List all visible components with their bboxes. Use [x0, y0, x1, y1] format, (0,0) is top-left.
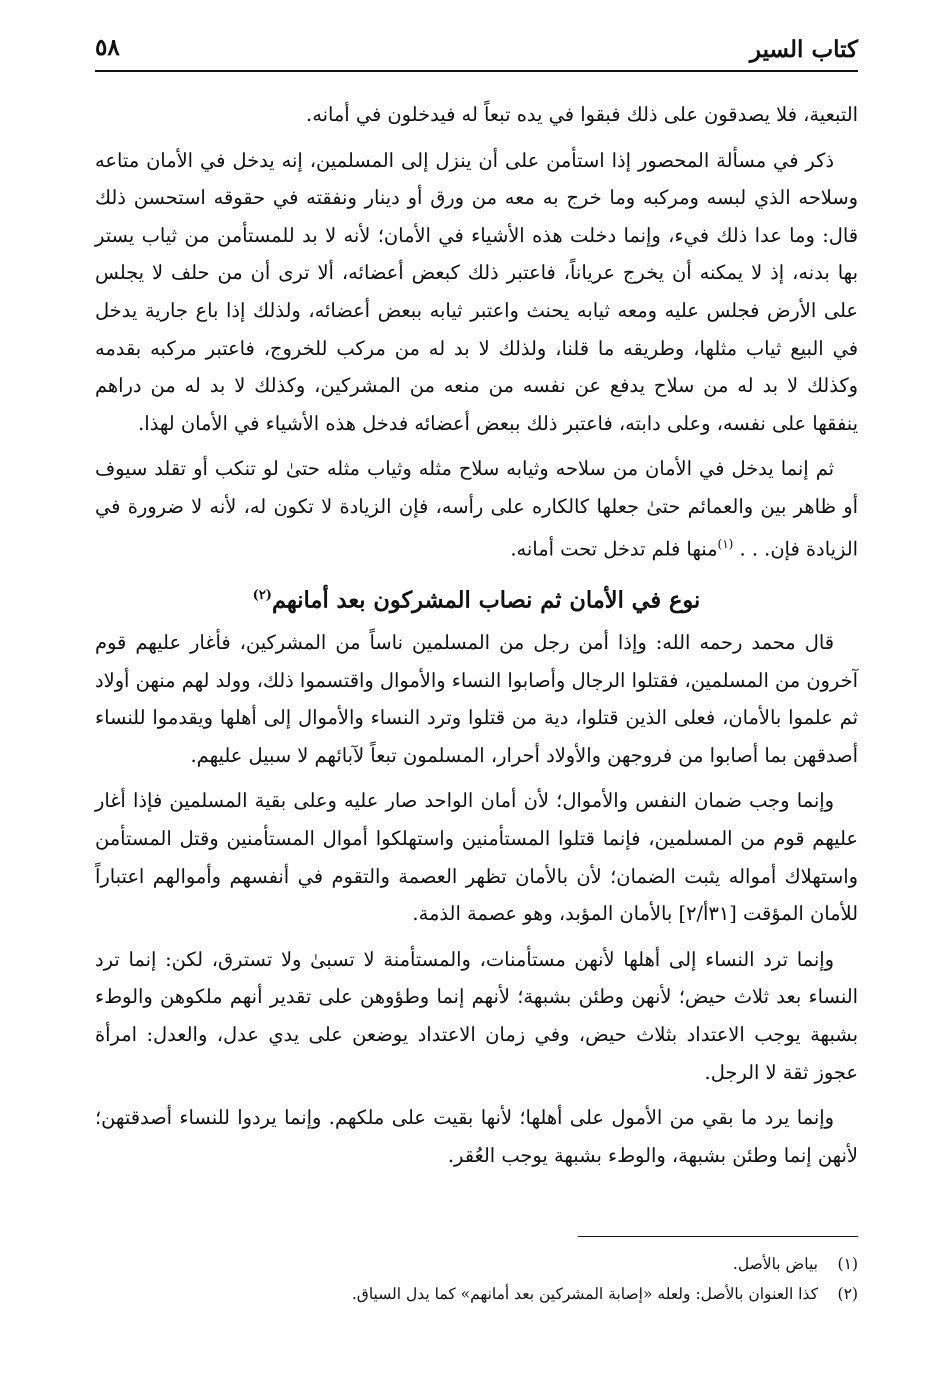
footnote-1: [95, 1249, 858, 1279]
paragraph-3-tail: منها فلم تدخل تحت أمانه.: [510, 537, 718, 560]
paragraph-1: التبعية، فلا يصدقون على ذلك فبقوا في يده تبعاً له فيدخلون في أمانه.: [306, 103, 858, 126]
page-body: [95, 96, 858, 1182]
page-number: ٥٨: [95, 34, 120, 61]
section-paragraph-1: قال محمد رحمه الله: وإذا أمن رجل من المسلمين ناساً من المشركين، فأغار عليهم قوم آخرون من المسلمين، فقتلوا الرجال وأصابوا النساء والأموال واقتسموا ذلك، وولد لهم منهن أولاد ثم علموا بالأمان، فعلى الذين قتلوا، دية من قتلوا وترد النساء والأموال إلى أهلها ويقدموا للنساء أصدقهن بما أصابوا من فروجهن والأولاد أحرار، المسلمون تبعاً لآبائهم لا سبيل عليهم.: [95, 631, 858, 767]
running-header: [95, 30, 858, 72]
section-paragraph-3: وإنما ترد النساء إلى أهلها لأنهن مستأمنات، والمستأمنة لا تسبىٰ ولا تسترق، لكن: إنما ترد النساء بعد ثلاث حيض؛ لأنهن وطئن بشبهة؛ لأنهم إنما وطؤوهن على تقدير أنهم ملكوهن والوطء بشبهة يوجب الاعتداد بثلاث حيض، وفي زمان الاعتداد يوضعن على يدي عدل، والعدل: امرأة عجوز ثقة لا الرجل.: [95, 947, 858, 1084]
footnote-2: [95, 1279, 858, 1309]
footnote-marker-1[interactable]: (١): [717, 536, 734, 551]
book-title: كتاب السير: [749, 36, 858, 63]
footnote-marker-2[interactable]: (٢): [252, 587, 272, 603]
section-paragraph-4: وإنما يرد ما بقي من الأمول على أهلها؛ لأنها بقيت على ملكهم. وإنما يردوا للنساء أصدقتهن؛ لأنهن إنما وطئن بشبهة، والوطء بشبهة يوجب العُقر.: [95, 1106, 858, 1167]
section-paragraph-2: وإنما وجب ضمان النفس والأموال؛ لأن أمان الواحد صار عليه وعلى بقية المسلمين فإذا أغار عليهم قوم من المسلمين، فإنما قتلوا المستأمنين واستهلكوا أموال المستأمنين وقتل المستأمن واستهلاك أمواله يثبت الضمان؛ لأن بالأمان تظهر العصمة والتقوم في أنفسهم وأموالهم اعتباراً للأمان المؤقت [٣١أ/٢] بالأمان المؤبد، وهو عصمة الذمة.: [95, 789, 858, 926]
paragraph-2: ذكر في مسألة المحصور إذا استأمن على أن ينزل إلى المسلمين، إنه يدخل في الأمان متاعه وسلاحه الذي لبسه ومركبه وما خرج به معه من ورق أو دينار ونفقته في حقوقه استحسن ذلك قال: وما عدا ذلك فيء، وإنما دخلت هذه الأشياء في الأمان؛ لأنه لا بد للمستأمن من ثياب يستر بها بدنه، إذ لا يمكنه أن يخرج عرياناً، فاعتبر ذلك كبعض أعضائه، ألا ترى أن من حلف لا يجلس على الأرض فجلس عليه ومعه ثيابه يحنث واعتبر ثيابه ببعض أعضائه، ولذلك إذا باع جارية يدخل في البيع ثياب مثلها، وطريقه ما قلنا، ولذلك لا بد له من مركب للخروج، فاعتبر مركبه بقدمه وكذلك لا بد له من سلاح يدفع عن نفسه من منعه من المشركين، وكذلك لا بد له من دراهم ينفقها على نفسه، وعلى دابته، فاعتبر ذلك ببعض أعضائه فدخل هذه الأشياء في الأمان لهذا.: [95, 148, 858, 435]
paragraph-3-text: ثم إنما يدخل في الأمان من سلاحه وثيابه سلاح مثله وثياب مثله حتىٰ لو تنكب أو تقلد سيوف أو ظاهر بين والعمائم حتىٰ جعلها كالكاره على رأسه، فإن الزيادة لا تكون له، لأنه لا ضرورة في الزيادة فإن. . .: [95, 457, 858, 560]
section-heading: [95, 576, 858, 621]
paragraph-3: [95, 450, 858, 567]
footnotes: [95, 1236, 858, 1309]
section-heading-text: نوع في الأمان ثم نصاب المشركون بعد أمانهم: [271, 587, 701, 614]
footnote-text: كذا العنوان بالأصل: ولعله «إصابة المشركين بعد أمانهم» كما يدل السياق.: [351, 1285, 818, 1303]
footnote-number: (١): [837, 1255, 858, 1273]
footnote-number: (٢): [837, 1285, 858, 1303]
footnote-divider: [578, 1236, 858, 1237]
footnote-text: بياض بالأصل.: [732, 1255, 818, 1273]
